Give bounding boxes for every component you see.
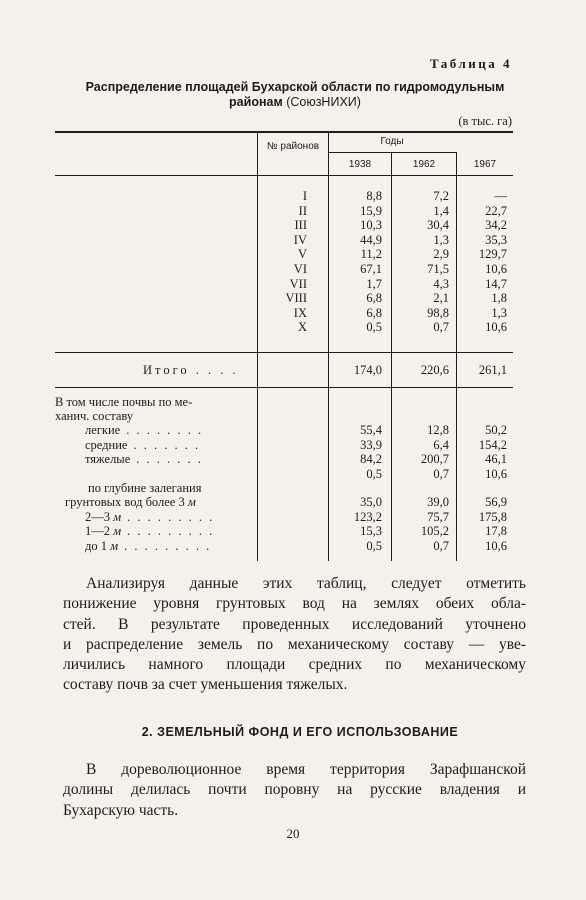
- depth-label: [85, 510, 214, 525]
- mech-label: [85, 438, 200, 453]
- district-value: 22,7: [485, 203, 507, 218]
- district-value: 30,4: [427, 218, 449, 233]
- col-header-year-1962: 1962: [412, 159, 436, 170]
- depth-value: 0,5: [366, 538, 382, 553]
- vertical-rule-1967: [456, 152, 457, 561]
- district-value: 1,7: [366, 276, 382, 291]
- district-value: 0,7: [433, 320, 449, 335]
- district-value: 15,9: [360, 203, 382, 218]
- p1-line-0: Анализируя данные этих таблиц, следует отметить: [86, 575, 526, 592]
- table-title-line2: районам (СоюзНИХИ): [229, 95, 361, 109]
- district-value: 10,6: [485, 320, 507, 335]
- district-number: VII: [289, 276, 307, 291]
- mech-label: [85, 467, 91, 482]
- district-value: 2,1: [433, 291, 449, 306]
- district-value: 6,8: [366, 291, 382, 306]
- mech-value: 50,2: [485, 423, 507, 437]
- total-bottom-rule: [55, 387, 513, 388]
- depth-label: [85, 524, 214, 539]
- district-value: 10,3: [360, 218, 382, 233]
- district-value: 98,8: [427, 305, 449, 320]
- district-number: VIII: [285, 291, 307, 306]
- district-number: III: [294, 218, 307, 233]
- p2-line-2: Бухарскую часть.: [63, 801, 179, 819]
- district-value: 129,7: [478, 247, 507, 262]
- paragraph-history: [63, 760, 526, 821]
- district-value: 8,8: [366, 189, 382, 203]
- total-1938: 174,0: [353, 363, 382, 377]
- mech-label: [85, 452, 203, 467]
- table-label: Таблица 4: [429, 56, 512, 71]
- district-value: 4,3: [433, 276, 449, 291]
- col-header-year-1938: 1938: [348, 159, 372, 170]
- district-number: I: [302, 189, 307, 203]
- depth-value: 175,8: [478, 509, 507, 524]
- district-value: 6,8: [366, 305, 382, 320]
- leader-dots: . . . . . . . . .: [127, 509, 215, 524]
- mech-label-text: тяжелые: [85, 452, 131, 467]
- depth-value: 123,2: [353, 509, 382, 524]
- depth-value: 17,8: [485, 524, 507, 539]
- table-top-rule: [55, 131, 513, 133]
- district-value: 35,3: [485, 232, 507, 247]
- mech-value: 0,5: [366, 466, 382, 481]
- depth-label: [85, 539, 211, 554]
- mech-value: 84,2: [360, 452, 382, 467]
- leader-dots: . . . . . . . . .: [124, 538, 212, 553]
- district-value: 7,2: [433, 189, 449, 203]
- total-1962: 220,6: [420, 363, 449, 377]
- col-header-years: Годы: [380, 136, 404, 147]
- depth-unit: м: [113, 509, 122, 524]
- depth-value: 15,3: [360, 524, 382, 539]
- total-top-rule: [55, 352, 513, 353]
- data-table: [55, 131, 513, 561]
- depth-value: 75,7: [427, 509, 449, 524]
- district-number: V: [297, 247, 307, 262]
- district-value: 1,3: [433, 232, 449, 247]
- district-number: IV: [293, 232, 307, 247]
- depth-label-text: 2—3: [85, 509, 114, 524]
- total-1967: 261,1: [478, 363, 507, 377]
- section-title: 2. ЗЕМЕЛЬНЫЙ ФОНД И ЕГО ИСПОЛЬЗОВАНИЕ: [141, 725, 459, 739]
- mech-label-text: легкие: [85, 423, 121, 437]
- district-value: 71,5: [427, 262, 449, 276]
- col-header-district: № районов: [266, 141, 320, 152]
- leader-dots: . . . . . . . . .: [127, 524, 215, 539]
- p1-line-5: составу почв за счет уменьшения тяжелых.: [63, 676, 348, 694]
- district-value: 2,9: [433, 247, 449, 262]
- mech-label: [85, 423, 203, 438]
- depth-label-line1: по глубине залегания: [88, 481, 202, 495]
- district-value: 34,2: [485, 218, 507, 233]
- paragraph-analysis: [63, 574, 526, 696]
- col-header-year-1967: 1967: [473, 159, 497, 170]
- depth-value: 0,7: [433, 538, 449, 553]
- mech-value: 0,7: [433, 466, 449, 481]
- p1-line-4: личились намного площади средних по механическому: [63, 656, 526, 674]
- depth-unit: м: [110, 538, 119, 553]
- mech-label-text: средние: [85, 437, 128, 452]
- leader-dots: . . . . . . . .: [126, 423, 204, 437]
- depth-label-text: 1—2: [85, 524, 114, 539]
- mech-value: 12,8: [427, 423, 449, 437]
- district-number: VI: [293, 262, 307, 276]
- district-value: 1,8: [491, 291, 507, 306]
- depth-unit: м: [113, 524, 122, 539]
- district-value: 14,7: [485, 276, 507, 291]
- unit-label: (в тыс. га): [458, 114, 512, 128]
- p1-line-1: понижение уровня грунтовых вод на землях обеих обла-: [63, 595, 526, 613]
- mech-value: 6,4: [433, 437, 449, 452]
- depth-value: 39,0: [427, 495, 449, 509]
- header-bottom-rule: [55, 175, 513, 176]
- district-value: 0,5: [366, 320, 382, 335]
- p2-line-0: В дореволюционное время территория Зарафшанской: [86, 761, 526, 778]
- mech-value: 200,7: [420, 452, 449, 467]
- page-number: 20: [286, 826, 300, 841]
- mech-value: 55,4: [360, 423, 382, 437]
- district-number: IX: [293, 305, 307, 320]
- district-value: 1,3: [491, 305, 507, 320]
- vertical-rule-label: [257, 131, 258, 561]
- leader-dots: . . . . . . .: [133, 437, 201, 452]
- district-number: X: [297, 320, 307, 335]
- vertical-rule-1962: [391, 152, 392, 561]
- district-value: 10,6: [485, 262, 507, 276]
- depth-label-text: до 1: [85, 538, 111, 553]
- district-value: 67,1: [360, 262, 382, 276]
- leader-dots: . . . . . . .: [136, 452, 203, 467]
- total-label: Итого . . . .: [143, 363, 239, 377]
- vertical-rule-1938: [328, 131, 329, 561]
- p1-line-3: и распределение земель по механическому составу — уве-: [63, 635, 526, 653]
- p1-line-2: стей. В результате проведенных исследований уточнено: [63, 615, 526, 633]
- including-label-line2: ханич. составу: [55, 409, 134, 423]
- district-value: 11,2: [360, 247, 382, 262]
- depth-value: 105,2: [420, 524, 449, 539]
- mech-value: 46,1: [485, 452, 507, 467]
- district-value: 44,9: [360, 232, 382, 247]
- district-value: —: [494, 189, 507, 203]
- district-number: II: [298, 203, 307, 218]
- mech-value: 33,9: [360, 437, 382, 452]
- years-underline-rule: [328, 152, 456, 153]
- depth-value: 35,0: [360, 495, 382, 509]
- depth-label-line2: грунтовых вод более 3 м: [65, 495, 196, 509]
- including-label-line1: В том числе почвы по ме-: [55, 395, 193, 409]
- mech-value: 10,6: [485, 466, 507, 481]
- mech-value: 154,2: [478, 437, 507, 452]
- table-title: [60, 80, 530, 110]
- depth-value: 10,6: [485, 538, 507, 553]
- table-title-line1: Распределение площадей Бухарской области по гидромодульным: [85, 80, 505, 94]
- p2-line-1: долины делилась почти поровну на русские владения и: [63, 781, 526, 799]
- district-value: 1,4: [433, 203, 449, 218]
- depth-value: 56,9: [485, 495, 507, 509]
